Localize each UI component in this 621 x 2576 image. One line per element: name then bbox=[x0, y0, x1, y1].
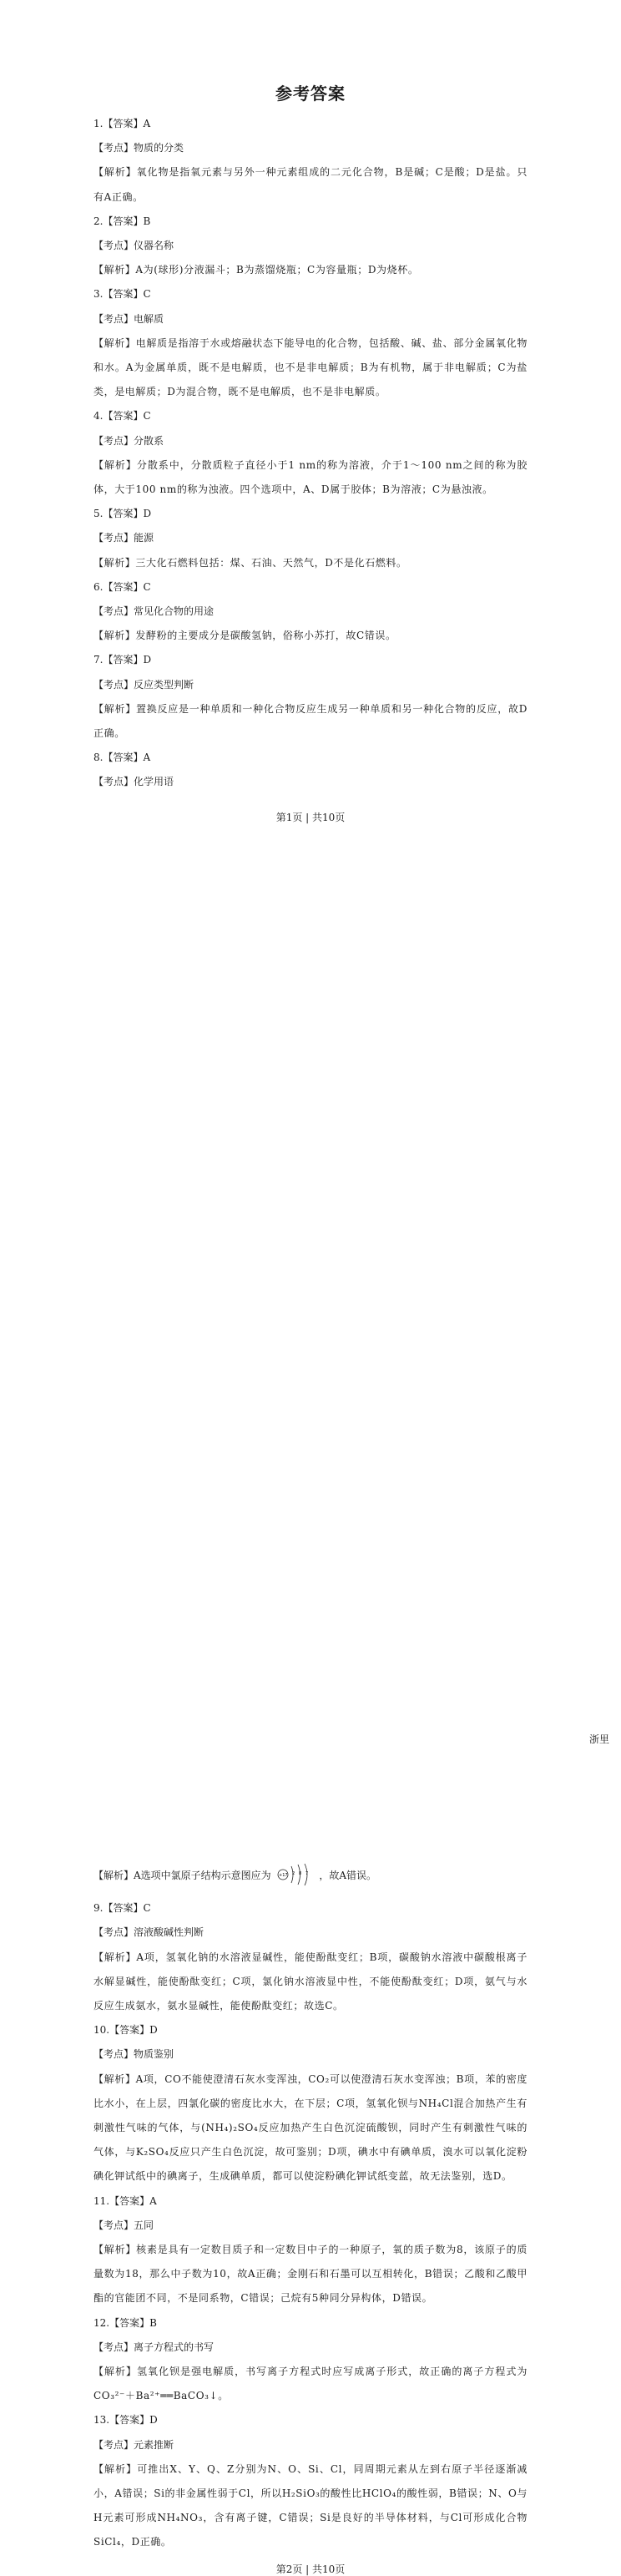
shell-label: 7 bbox=[305, 1871, 308, 1876]
answer-line: 3.【答案】C bbox=[93, 288, 151, 301]
page-title: 参考答案 bbox=[275, 84, 346, 104]
shell-label: 8 bbox=[298, 1871, 301, 1876]
page-1 bbox=[0, 0, 621, 877]
answer-line: 1.【答案】A bbox=[93, 118, 151, 129]
analysis-paragraph: 【解析】三大化石燃料包括：煤、石油、天然气，D不是化石燃料。 bbox=[93, 556, 407, 569]
answer-line: 4.【答案】C bbox=[93, 410, 151, 423]
analysis-paragraph: 【解析】发酵粉的主要成分是碳酸氢钠，俗称小苏打，故C错误。 bbox=[93, 630, 396, 642]
topic-line: 【考点】五同 bbox=[93, 2219, 154, 2231]
shell-label: 2 bbox=[291, 1871, 295, 1876]
answer-content-page-2 bbox=[93, 1862, 528, 2555]
answer-line: 7.【答案】D bbox=[93, 654, 152, 666]
answer-content-page-1 bbox=[93, 112, 528, 795]
topic-line: 【考点】化学用语 bbox=[93, 776, 174, 788]
analysis-paragraph: 【解析】氢氧化钡是强电解质，书写离子方程式时应写成离子形式，故正确的离子方程式为CO₃²⁻＋Ba²⁺══BaCO₃↓。 bbox=[93, 2366, 528, 2402]
nucleus-label: +17 bbox=[278, 1873, 288, 1878]
answer-line: 10.【答案】D bbox=[93, 2024, 158, 2037]
topic-line: 【考点】物质的分类 bbox=[93, 142, 184, 154]
topic-line: 【考点】电解质 bbox=[93, 312, 164, 325]
answer-line: 13.【答案】D bbox=[93, 2414, 158, 2427]
analysis-paragraph: 【解析】电解质是指溶于水或熔融状态下能导电的化合物，包括酸、碱、盐、部分金属氧化物和水。A为金属单质，既不是电解质，也不是非电解质；B为有机物，属于非电解质；C为盐类，是电解质；D为混合物，既不是电解质，也不是非电解质。 bbox=[93, 337, 528, 398]
topic-line: 【考点】仪器名称 bbox=[93, 240, 174, 252]
topic-line: 【考点】离子方程式的书写 bbox=[93, 2341, 215, 2353]
topic-line: 【考点】反应类型判断 bbox=[93, 678, 194, 691]
page-footer: 第1页 | 共10页 bbox=[275, 812, 346, 823]
topic-line: 【考点】元素推断 bbox=[93, 2438, 174, 2451]
analysis-paragraph: 【解析】氧化物是指氧元素与另外一种元素组成的二元化合物，B是碱；C是酸；D是盐。只有A正确。 bbox=[93, 166, 528, 203]
analysis-line-with-diagram bbox=[93, 1862, 528, 1896]
answer-line: 2.【答案】B bbox=[93, 215, 151, 227]
chlorine-atom-structure-diagram bbox=[276, 1862, 315, 1896]
analysis-text: 【解析】A选项中氯原子结构示意图应为 bbox=[93, 1870, 271, 1881]
topic-line: 【考点】溶液酸碱性判断 bbox=[93, 1926, 204, 1939]
analysis-paragraph: 【解析】分散系中，分散质粒子直径小于1 nm的称为溶液，介于1～100 nm之间的称为胶体，大于100 nm的称为浊液。四个选项中，A、D属于胶体；B为溶液；C为悬浊液。 bbox=[93, 458, 528, 496]
answer-line: 9.【答案】C bbox=[93, 1902, 151, 1915]
page-footer: 第2页 | 共10页 bbox=[275, 2563, 346, 2575]
analysis-paragraph: 【解析】置换反应是一种单质和一种化合物反应生成另一种单质和另一种化合物的反应，故D正确。 bbox=[93, 702, 528, 740]
answer-line: 5.【答案】D bbox=[93, 508, 152, 520]
analysis-text: ，故A错误。 bbox=[319, 1870, 376, 1881]
analysis-paragraph: 【解析】A为(球形)分液漏斗；B为蒸馏烧瓶；C为容量瓶；D为烧杯。 bbox=[93, 264, 419, 276]
analysis-paragraph: 【解析】可推出X、Y、Q、Z分别为N、O、Si、Cl，同周期元素从左到右原子半径逐渐减小，A错误；Si的非金属性弱于Cl，所以H₂SiO₃的酸性比HClO₄的酸性弱，B错误；N、O与H元素可形成NH₄NO₃，含有离子键，C错误；Si是良好的半导体材料，与Cl可形成化合物SiCl₄，D正确。 bbox=[93, 2462, 528, 2548]
topic-line: 【考点】能源 bbox=[93, 532, 154, 544]
analysis-paragraph: 【解析】A项，CO不能使澄清石灰水变浑浊，CO₂可以使澄清石灰水变浑浊；B项，苯的密度比水小，在上层，四氯化碳的密度比水大，在下层；C项，氢氧化钡与NH₄Cl混合加热产生有刺激性气味的气体，与(NH₄)₂SO₄反应加热产生白色沉淀硫酸钡，同时产生有刺激性气味的气体，与K₂SO₄反应只产生白色沉淀，故可鉴别；D项，碘水中有碘单质，溴水可以氧化淀粉碘化钾试纸中的碘离子，生成碘单质，都可以使淀粉碘化钾试纸变蓝，故无法鉴别，选D。 bbox=[93, 2072, 528, 2183]
answer-line: 11.【答案】A bbox=[93, 2194, 157, 2207]
topic-line: 【考点】分散系 bbox=[93, 434, 164, 447]
topic-line: 【考点】常见化合物的用途 bbox=[93, 605, 215, 618]
answer-line: 8.【答案】A bbox=[93, 752, 151, 764]
analysis-paragraph: 【解析】A项，氢氧化钠的水溶液显碱性，能使酚酞变红；B项，碳酸钠水溶液中碳酸根离子水解显碱性，能使酚酞变红；C项，氯化钠水溶液显中性，不能使酚酞变红；D项，氨气与水反应生成氨水，氨水显碱性，能使酚酞变红；故选C。 bbox=[93, 1951, 528, 2012]
analysis-paragraph: 【解析】核素是具有一定数目质子和一定数目中子的一种原子，氧的质子数为8，该原子的质量数为18，那么中子数为10，故A正确；金刚石和石墨可以互相转化，B错误；乙酸和乙酸甲酯的官能团不同，不是同系物，C错误；己烷有5种同分异构体，D错误。 bbox=[93, 2244, 528, 2305]
topic-line: 【考点】物质鉴别 bbox=[93, 2048, 174, 2061]
answer-line: 6.【答案】C bbox=[93, 580, 151, 593]
answer-line: 12.【答案】B bbox=[93, 2316, 157, 2329]
page-2 bbox=[0, 877, 621, 2575]
corner-watermark-text: 浙里 bbox=[588, 1733, 609, 1745]
